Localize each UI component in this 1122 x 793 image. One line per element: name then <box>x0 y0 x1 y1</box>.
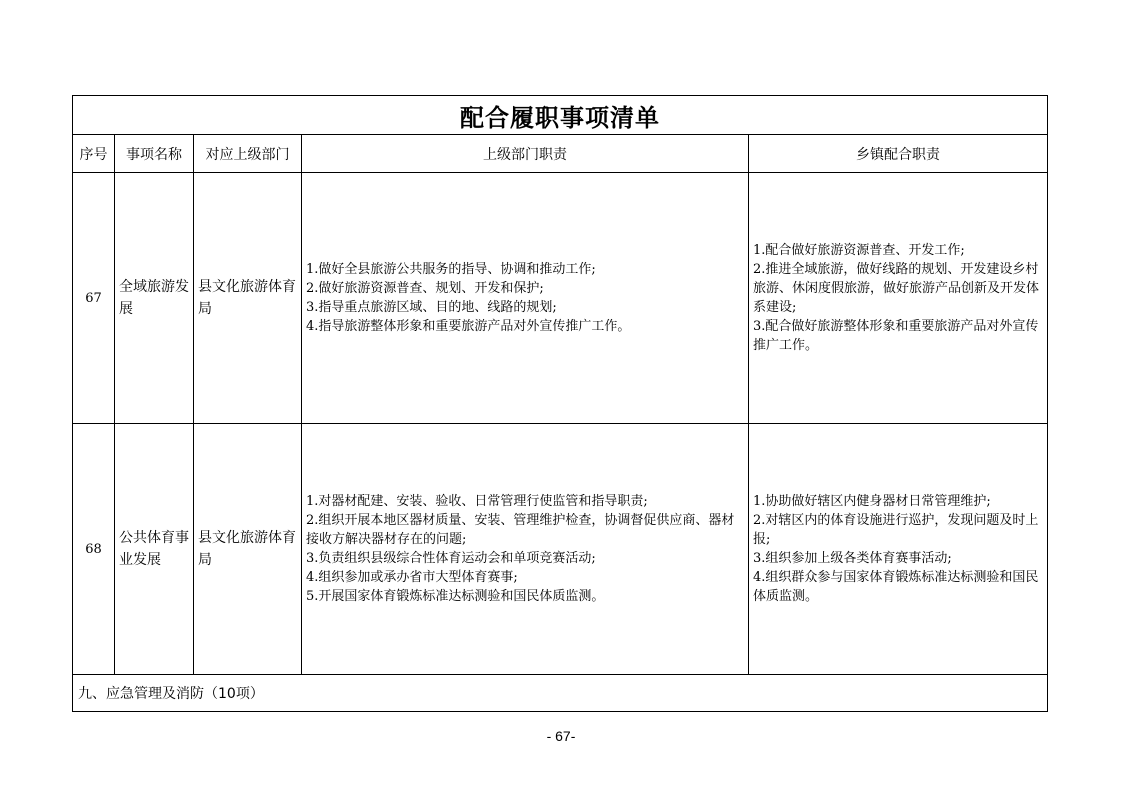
page-number: - 67- <box>546 728 576 744</box>
duty-item: 3.负责组织县级综合性体育运动会和单项竞赛活动; <box>306 551 596 566</box>
table-row <box>73 173 1048 424</box>
duty-item: 3.配合做好旅游整体形象和重要旅游产品对外宣传推广工作。 <box>753 319 1039 353</box>
duty-item: 2.对辖区内的体育设施进行巡护，发现问题及时上报; <box>753 513 1039 547</box>
row-superior-dept: 县文化旅游体育局 <box>194 173 302 424</box>
row-superior-dept: 县文化旅游体育局 <box>194 424 302 675</box>
duty-item: 1.做好全县旅游公共服务的指导、协调和推动工作; <box>306 262 596 277</box>
row-seq: 68 <box>73 424 115 675</box>
row-seq: 67 <box>73 173 115 424</box>
row-township-duties <box>749 424 1048 675</box>
duty-item: 4.组织参加或承办省市大型体育赛事; <box>306 570 518 585</box>
duty-item: 5.开展国家体育锻炼标准达标测验和国民体质监测。 <box>306 589 605 604</box>
row-township-duties <box>749 173 1048 424</box>
table-row <box>73 424 1048 675</box>
duty-item: 3.指导重点旅游区域、目的地、线路的规划; <box>306 300 557 315</box>
duty-item: 1.配合做好旅游资源普查、开发工作; <box>753 243 965 258</box>
duties-table <box>72 95 1048 712</box>
duty-item: 2.做好旅游资源普查、规划、开发和保护; <box>306 281 544 296</box>
header-seq: 序号 <box>73 135 115 173</box>
row-item-name: 全域旅游发展 <box>115 173 194 424</box>
duty-item: 1.对器材配建、安装、验收、日常管理行使监管和指导职责; <box>306 494 648 509</box>
duty-item: 4.指导旅游整体形象和重要旅游产品对外宣传推广工作。 <box>306 319 631 334</box>
header-superior-dept: 对应上级部门 <box>194 135 302 173</box>
row-superior-duties <box>302 424 749 675</box>
header-township-duties: 乡镇配合职责 <box>749 135 1048 173</box>
duty-item: 4.组织群众参与国家体育锻炼标准达标测验和国民体质监测。 <box>753 570 1039 604</box>
table-title: 配合履职事项清单 <box>73 96 1048 135</box>
row-superior-duties <box>302 173 749 424</box>
row-item-name: 公共体育事业发展 <box>115 424 194 675</box>
section-heading: 九、应急管理及消防（10项） <box>73 675 1048 712</box>
header-superior-duties: 上级部门职责 <box>302 135 749 173</box>
duty-item: 1.协助做好辖区内健身器材日常管理维护; <box>753 494 991 509</box>
duty-item: 2.推进全域旅游，做好线路的规划、开发建设乡村旅游、休闲度假旅游，做好旅游产品创新及开发体系建设; <box>753 262 1040 315</box>
header-item-name: 事项名称 <box>115 135 194 173</box>
duty-item: 3.组织参加上级各类体育赛事活动; <box>753 551 952 566</box>
header-row <box>73 135 1048 173</box>
duty-item: 2.组织开展本地区器材质量、安装、管理维护检查，协调督促供应商、器材接收方解决器材存在的问题; <box>306 513 735 547</box>
